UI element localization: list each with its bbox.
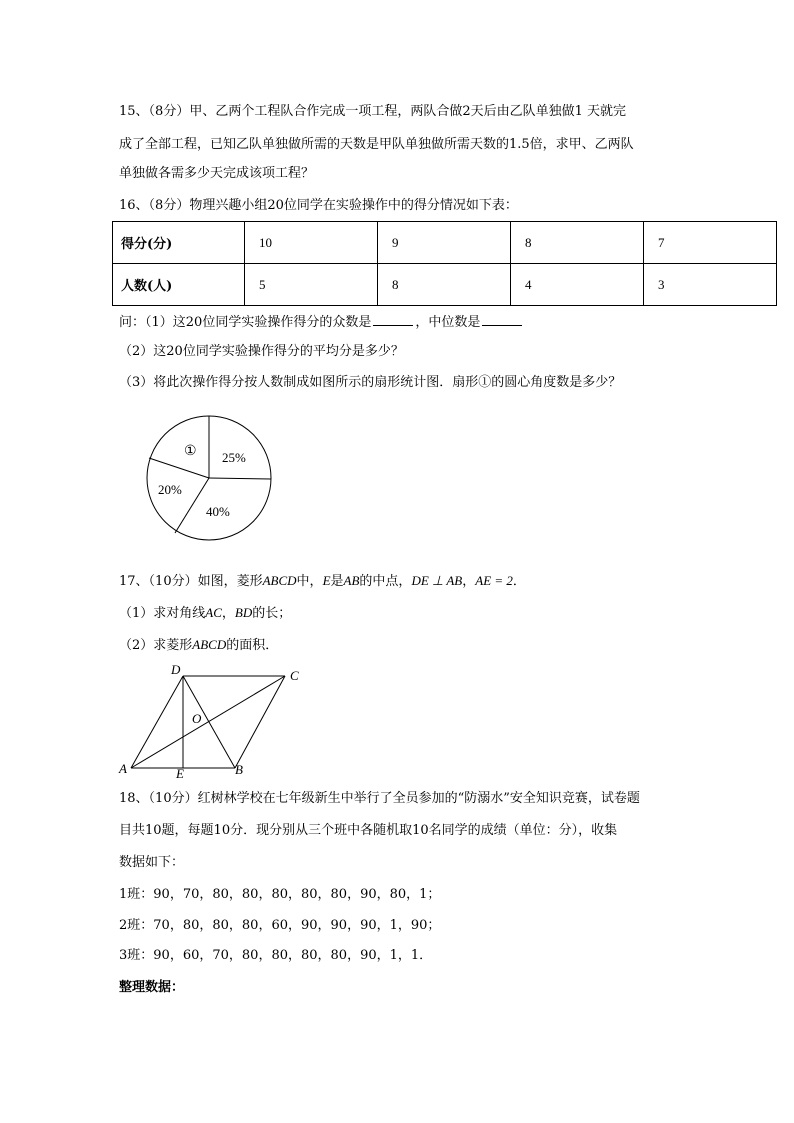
- q17-sub1: [119, 604, 291, 623]
- q17-period: ．: [512, 574, 526, 589]
- q17-sub2-text-b: 的面积．: [226, 638, 279, 653]
- q18-class1: 1班：90，70，80，80，80，80，80，90，80，1；: [119, 887, 441, 902]
- rhombus-figure: [115, 662, 315, 782]
- table-cell: 8: [511, 222, 644, 264]
- math-e: E: [322, 573, 331, 588]
- q17-intro: [119, 572, 526, 591]
- q15-line1: 15、（8分）甲、乙两个工程队合作完成一项工程，两队合做2天后由乙队单独做1 天就完: [119, 104, 626, 119]
- pie-label-40: 40%: [206, 504, 230, 519]
- q18-class2: 2班：70，80，80，80，60，90，90，90，1，90；: [119, 918, 441, 933]
- pie-radius-left: [149, 458, 209, 478]
- table-cell: 得分(分): [113, 222, 245, 264]
- math-ab: AB: [343, 573, 360, 588]
- diagonal-ac: [131, 676, 285, 768]
- side-bc: [235, 676, 285, 768]
- q16-sub3: （3）将此次操作得分按人数制成如图所示的扇形统计图．扇形①的圆心角度数是多少？: [119, 375, 622, 390]
- diagonal-bd: [183, 676, 235, 768]
- math-cond1: DE ⊥ AB: [411, 573, 463, 588]
- label-b: B: [235, 762, 243, 777]
- pie-radius-right: [209, 478, 271, 479]
- table-cell: 3: [644, 264, 777, 306]
- pie-label-25: 25%: [222, 450, 246, 465]
- side-da: [131, 676, 183, 768]
- q17-sub2-text-a: （2）求菱形: [119, 638, 193, 653]
- pie-label-20: 20%: [158, 482, 182, 497]
- table-cell: 7: [644, 222, 777, 264]
- q17-sub2: [119, 636, 278, 655]
- answer-blank-mode: [373, 313, 413, 326]
- q17-comma: ，: [462, 574, 476, 589]
- table-row: [113, 222, 777, 264]
- q18-line2: 目共10题，每题10分．现分别从三个班中各随机取10名同学的成绩（单位：分），收集: [119, 823, 618, 838]
- math-abcd: ABCD: [262, 573, 297, 588]
- pie-figure: [140, 412, 280, 547]
- label-e: E: [176, 766, 184, 781]
- table-row: [113, 264, 777, 306]
- q17-text-d: 的中点，: [359, 574, 412, 589]
- label-o: O: [192, 711, 202, 726]
- table-cell: 4: [511, 264, 644, 306]
- q18-line3: 数据如下：: [119, 855, 185, 870]
- q15-line3: 单独做各需多少天完成该项工程？: [119, 166, 315, 181]
- q15-line2: 成了全部工程，已知乙队单独做所需的天数是甲队单独做所需天数的1.5倍，求甲、乙两队: [119, 137, 634, 152]
- label-c: C: [290, 668, 299, 683]
- q17-sub1-text-c: 的长；: [252, 606, 292, 621]
- label-a: A: [119, 761, 127, 776]
- math-bd: BD: [234, 605, 253, 620]
- math-ac: AC: [205, 605, 222, 620]
- q17-text-b: 中，: [296, 574, 323, 589]
- answer-blank-median: [482, 313, 522, 326]
- math-cond2: AE = 2: [475, 573, 513, 588]
- q18-line1: 18、（10分）红树林学校在七年级新生中举行了全员参加的“防溺水”安全知识竞赛，试卷题: [119, 791, 640, 806]
- pie-label-sector1: ①: [184, 444, 197, 459]
- q18-class3: 3班：90，60，70，80，80，80，80，90，1，1．: [119, 948, 433, 963]
- q16-sub1: [119, 313, 524, 332]
- math-abcd-2: ABCD: [192, 637, 227, 652]
- q16-sub2: （2）这20位同学实验操作得分的平均分是多少？: [119, 344, 404, 359]
- q16-intro: 16、（8分）物理兴趣小组20位同学在实验操作中的得分情况如下表：: [119, 198, 518, 213]
- table-cell: 8: [378, 264, 511, 306]
- q17-text-a: 17、（10分）如图，菱形: [119, 574, 263, 589]
- q16-sub1-text-b: ，中位数是: [415, 315, 481, 330]
- table-cell: 人数(人): [113, 264, 245, 306]
- table-cell: 5: [245, 264, 378, 306]
- score-table: [112, 221, 777, 306]
- q18-organize: 整理数据：: [119, 980, 185, 995]
- q17-sub1-text-b: ，: [221, 606, 235, 621]
- q17-sub1-text-a: （1）求对角线: [119, 606, 206, 621]
- label-d: D: [171, 662, 181, 677]
- q17-text-c: 是: [330, 574, 344, 589]
- q16-sub1-text-a: 问：（1）这20位同学实验操作得分的众数是: [119, 315, 372, 330]
- table-cell: 9: [378, 222, 511, 264]
- table-cell: 10: [245, 222, 378, 264]
